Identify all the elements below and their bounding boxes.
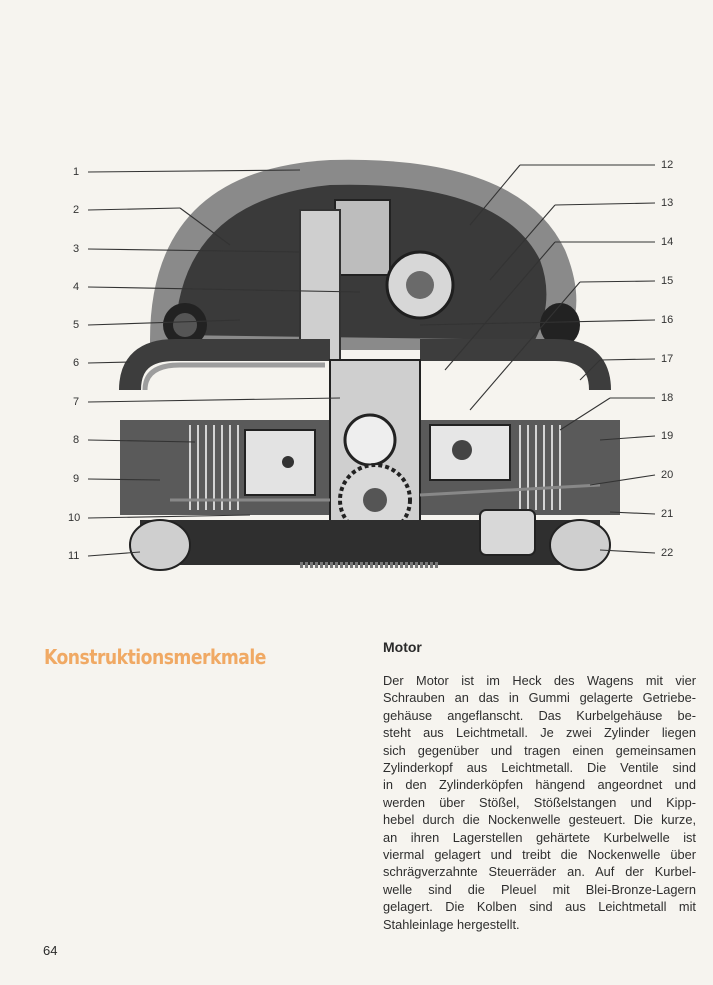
callout-9: 9 <box>73 473 80 485</box>
body-line: an ihren Lagerstellen gehärtete Kurbelwelle ist <box>383 829 696 845</box>
body-line: hebel durch die Nockenwelle gesteuert. Die kurze, <box>383 812 696 828</box>
callout-12: 12 <box>661 159 674 171</box>
section-heading: Konstruktionsmerkmale <box>44 645 266 669</box>
body-line: schrägverzahnte Steuerräder an. Auf der Kurbel- <box>383 864 696 880</box>
callout-13: 13 <box>661 197 674 209</box>
callout-4: 4 <box>73 281 80 293</box>
body-line: viermal gelagert und treibt die Nockenwelle über <box>383 847 696 863</box>
body-line: Zylinderkopf aus Leichtmetall. Die Ventile sind <box>383 760 696 776</box>
body-line: Der Motor ist im Heck des Wagens mit vier <box>383 673 696 688</box>
body-line: werden über Stößel, Stößelstangen und Kipp- <box>383 794 696 810</box>
body-line: Stahleinlage hergestellt. <box>383 916 520 932</box>
body-line: sich gegenüber und tragen einen gemeinsamen <box>383 742 696 758</box>
callout-10: 10 <box>68 512 81 524</box>
engine-cutaway-figure <box>0 140 713 590</box>
callout-17: 17 <box>661 353 674 365</box>
callout-1: 1 <box>73 166 80 178</box>
body-line: gehäuse angeflanscht. Das Kurbelgehäuse be- <box>383 707 696 723</box>
callout-21: 21 <box>661 508 674 520</box>
callout-14: 14 <box>661 236 674 248</box>
body-line: welle sind die Pleuel mit Blei-Bronze-Lagern <box>383 881 696 897</box>
callout-15: 15 <box>661 275 674 287</box>
callout-6: 6 <box>73 357 80 369</box>
body-line: Schrauben an das in Gummi gelagerte Getriebe- <box>383 690 696 706</box>
body-paragraph <box>383 672 696 933</box>
subheading-motor: Motor <box>383 639 422 655</box>
callout-2: 2 <box>73 204 80 216</box>
body-line: gelagert. Die Kolben sind aus Leichtmetall mit <box>383 899 696 915</box>
callout-7: 7 <box>73 396 80 408</box>
engine-cutaway-illustration <box>0 140 713 590</box>
callout-8: 8 <box>73 434 80 446</box>
callout-5: 5 <box>73 319 80 331</box>
callout-3: 3 <box>73 243 80 255</box>
body-line: in den Zylinderköpfen hängend angeordnet und <box>383 777 696 793</box>
page-number: 64 <box>43 943 58 958</box>
callout-20: 20 <box>661 469 674 481</box>
callout-11: 11 <box>68 550 80 562</box>
callout-22: 22 <box>661 547 674 559</box>
body-line: steht aus Leichtmetall. Je zwei Zylinder liegen <box>383 725 696 741</box>
callout-19: 19 <box>661 430 674 442</box>
callout-16: 16 <box>661 314 674 326</box>
callout-18: 18 <box>661 392 674 404</box>
